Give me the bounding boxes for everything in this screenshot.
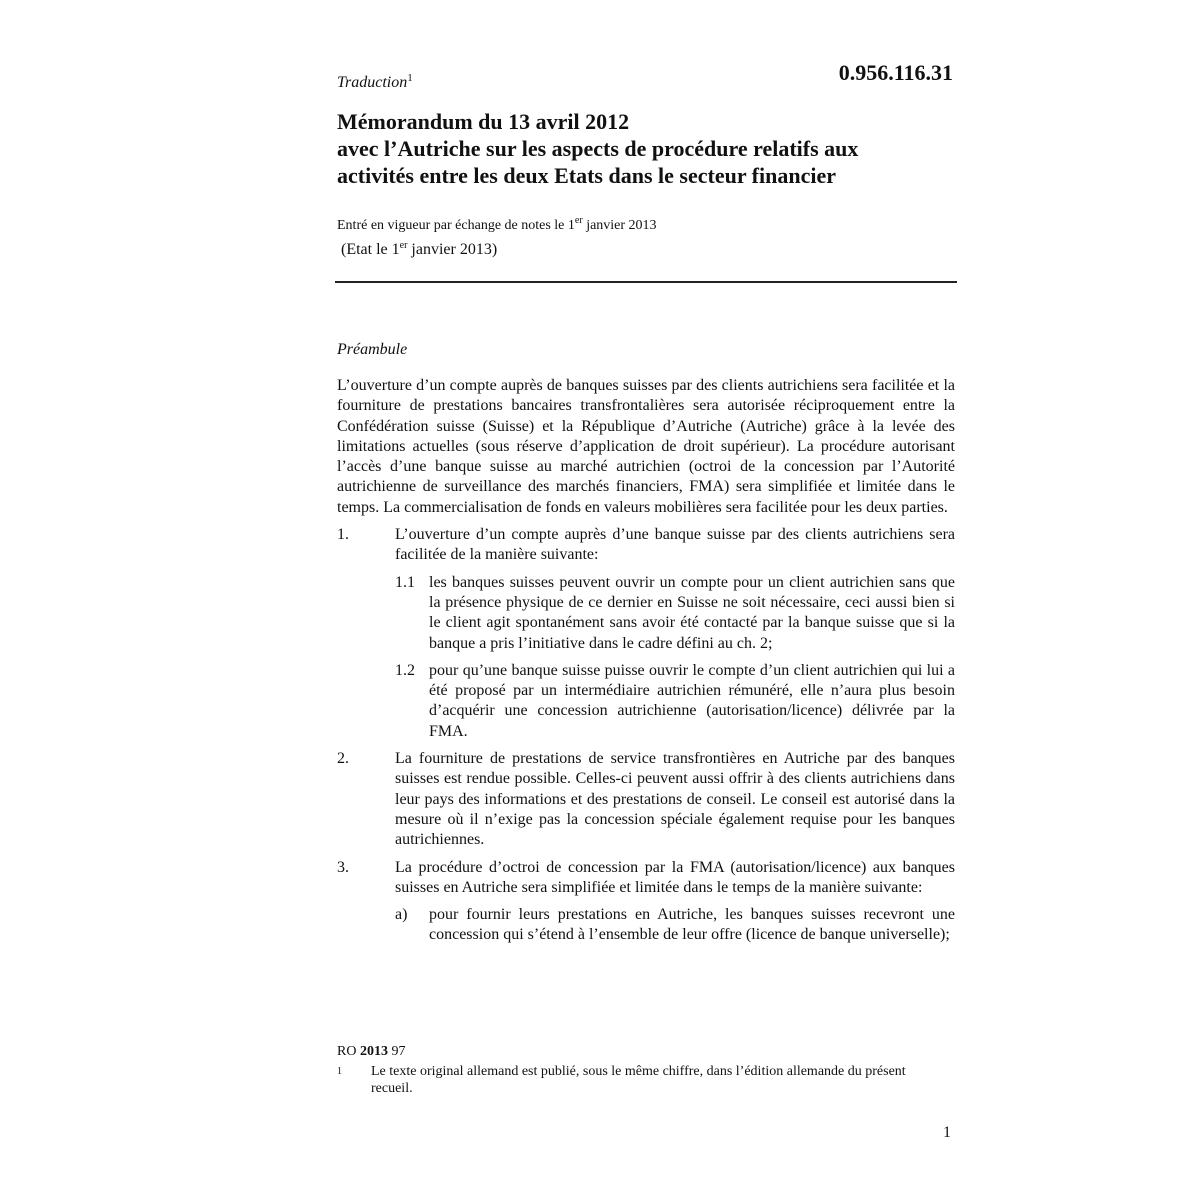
ro-year: 2013 [359, 1044, 388, 1059]
ro-page: 97 [387, 1044, 406, 1059]
sub-item-number: a) [395, 906, 408, 924]
footnote-text: Le texte original allemand est publié, sous le même chiffre, dans l’édition allemande du présent recueil. [371, 1064, 906, 1096]
document-body [337, 340, 955, 946]
item-text: L’ouverture d’un compte auprès d’une banque suisse par des clients autrichiens sera facilitée de la manière suivante: [395, 526, 955, 564]
item-body [395, 525, 955, 742]
state-sup: er [399, 240, 408, 251]
title-line-2: avec l’Autriche sur les aspects de procédure relatifs aux [337, 136, 859, 161]
item-number: 3. [337, 858, 349, 876]
item-number: 1. [337, 526, 349, 544]
footnote-reference: 1 [407, 72, 413, 84]
sub-item-text: pour fournir leurs prestations en Autriche, les banques suisses recevront une concession qui s’étend à l’ensemble de leur offre (licence de banque universelle); [429, 906, 955, 944]
sub-item [395, 573, 955, 654]
document-number: 0.956.116.31 [838, 60, 953, 85]
entry-prefix: Entré en vigueur par échange de notes le 1 [337, 218, 575, 233]
entry-into-force [337, 215, 657, 234]
title-line-3: activités entre les deux Etats dans le secteur financier [337, 163, 836, 188]
preamble-heading: Préambule [337, 341, 408, 358]
footnote-number: 1 [337, 1066, 342, 1077]
entry-suffix: janvier 2013 [582, 218, 657, 233]
sub-item [395, 661, 955, 742]
item-text: La procédure d’octroi de concession par la FMA (autorisation/licence) aux banques suisses en Autriche sera simplifiée et limitée dans le temps de la manière suivante: [395, 858, 955, 896]
sub-item-number: 1.2 [395, 661, 415, 679]
document-page [337, 0, 957, 1200]
translation-label-text: Traduction [337, 74, 408, 91]
item-body [395, 858, 955, 946]
title-line-1: Mémorandum du 13 avril 2012 [337, 109, 630, 134]
preamble-text: L’ouverture d’un compte auprès de banques suisses par des clients autrichiens sera facilitée et la fourniture de prestations bancaires transfrontalières sera autorisée réciproquement entre la Confédération suisse (Suisse) et la République d’Autriche (Autriche) grâce à la levée des limitations actuelles (sous réserve d’application de droit supérieur). La procédure autorisant l’accès d’une banque suisse au marché autrichien (octroi de la concession par l’Autorité autrichienne de surveillance des marchés financiers, FMA) sera simplifiée et limitée dans le temps. La commercialisation de fonds en valeurs mobilières sera facilitée pour les deux parties. [337, 377, 955, 516]
list-item [337, 858, 955, 946]
list-item [337, 525, 955, 742]
state-suffix: janvier 2013) [407, 241, 498, 258]
sub-item-number: 1.1 [395, 573, 415, 591]
document-title [337, 108, 957, 189]
footnote [337, 1063, 947, 1097]
page-header [337, 60, 957, 100]
sub-item-text: pour qu’une banque suisse puisse ouvrir le compte d’un client autrichien qui lui a été proposé par un intermédiaire autrichien rémunéré, elle n’aura plus besoin d’acquérir une concession autrichienne (autorisation/licence) délivrée par la FMA. [429, 661, 955, 740]
state-prefix: (Etat le 1 [341, 241, 400, 258]
header-divider [335, 281, 957, 283]
item-text: La fourniture de prestations de service transfrontières en Autriche par des banques suisses est rendue possible. Celles-ci peuvent aussi offrir à des clients autrichiens dans leur pays des informations et des prestations de conseil. Le conseil est autorisé dans la mesure où il n’exige pas la concession spéciale également requise pour les banques autrichiennes. [395, 750, 955, 849]
sub-item [395, 905, 955, 946]
translation-label [337, 74, 413, 92]
ro-prefix: RO [337, 1044, 360, 1059]
item-number: 2. [337, 750, 349, 768]
list-item [337, 749, 955, 850]
page-number: 1 [943, 1124, 951, 1141]
official-collection-reference [337, 1044, 405, 1060]
status-date [341, 241, 497, 259]
sub-item-text: les banques suisses peuvent ouvrir un compte pour un client autrichien sans que la présence physique de ce dernier en Suisse ne soit nécessaire, ceci aussi bien si le client agit spontanément sans avoir été contacté par la banque suisse que si la banque a pris l’initiative dans le cadre défini au ch. 2; [429, 573, 955, 652]
entry-sup: er [574, 215, 583, 226]
